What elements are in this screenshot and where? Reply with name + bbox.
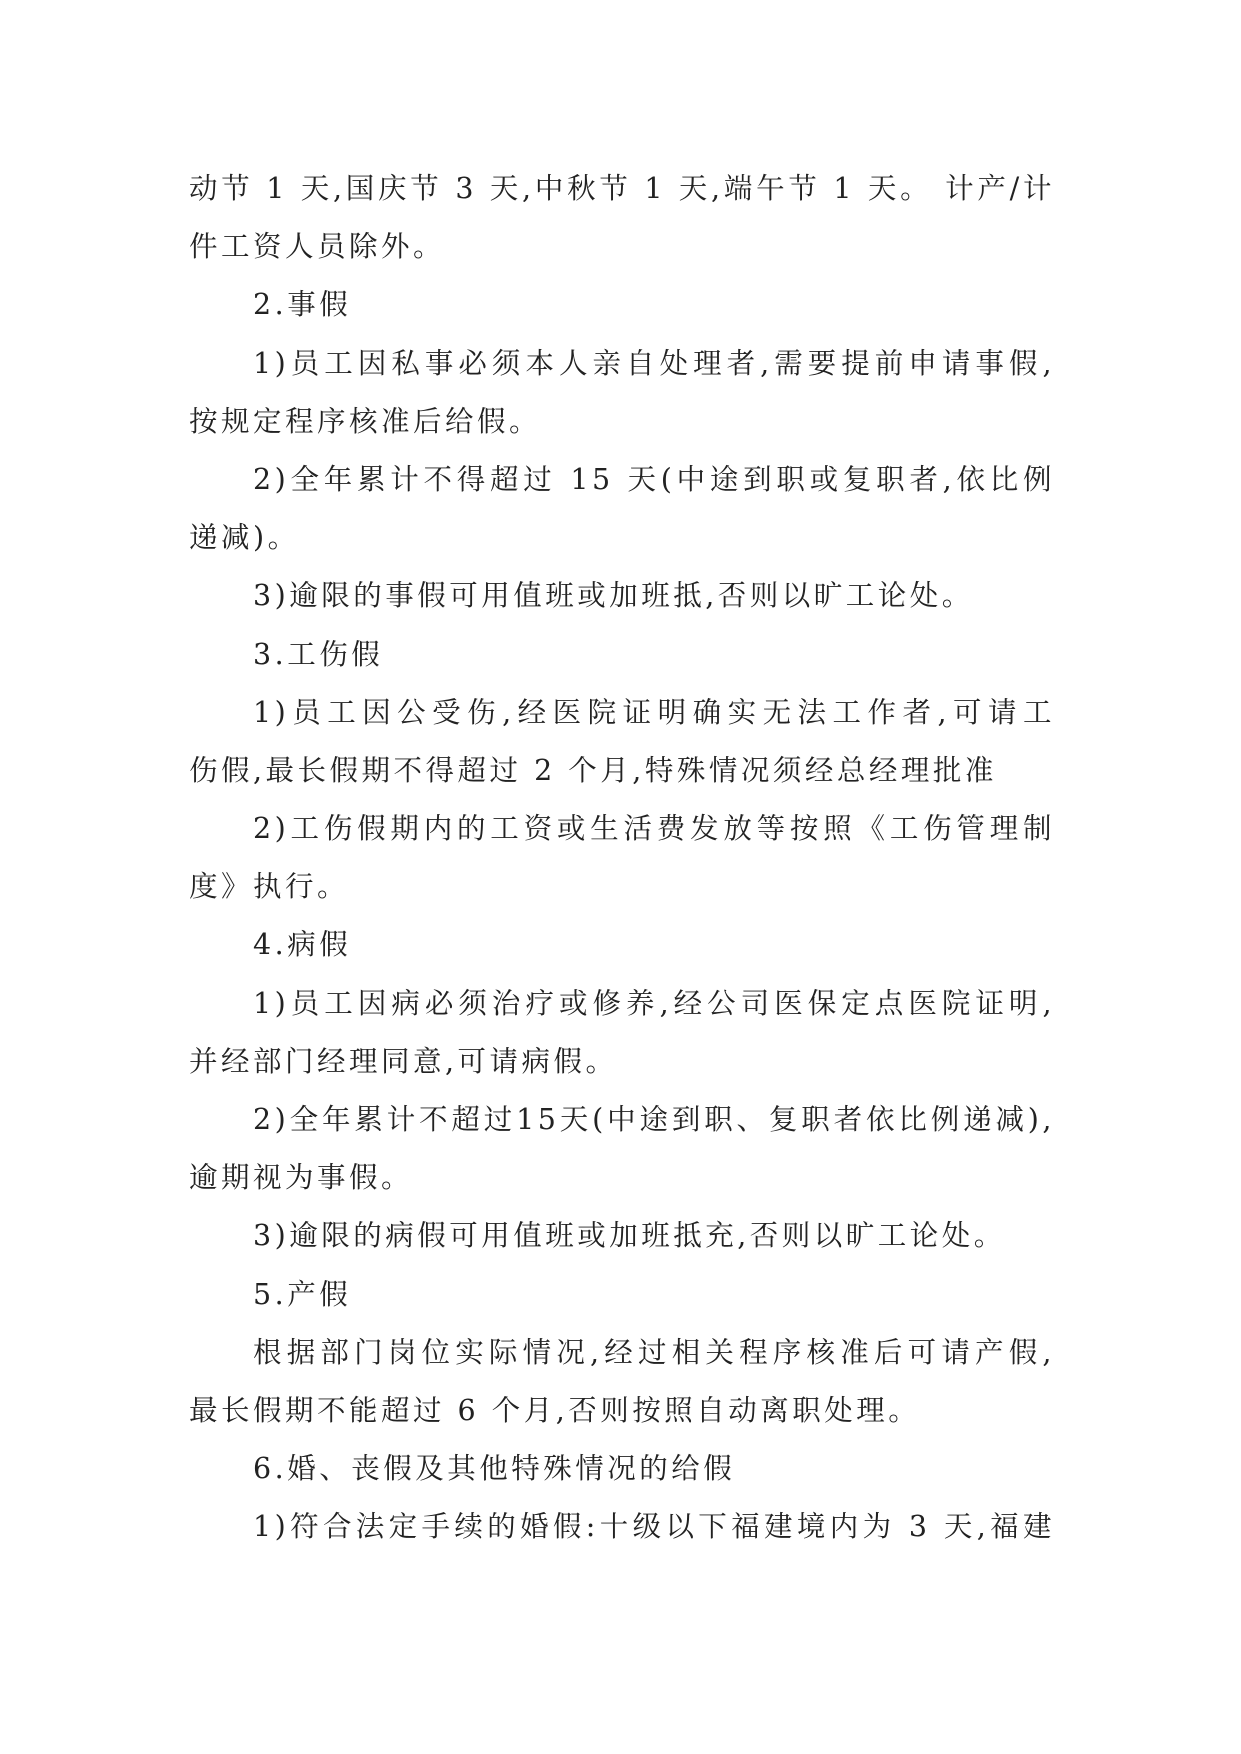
document-line: 件工资人员除外。 [189, 230, 446, 264]
document-line: 3)逾限的事假可用值班或加班抵,否则以旷工论处。 [253, 579, 974, 613]
document-line: 按规定程序核准后给假。 [189, 404, 542, 438]
document-line: 最长假期不能超过 6 个月,否则按照自动离职处理。 [189, 1393, 921, 1427]
document-line: 1)符合法定手续的婚假:十级以下福建境内为 3 天,福建 [253, 1510, 1055, 1544]
document-body [189, 160, 1055, 1557]
document-line: 2)全年累计不超过15天(中途到职、复职者依比例递减), [253, 1103, 1055, 1136]
document-line: 根据部门岗位实际情况,经过相关程序核准后可请产假, [253, 1335, 1055, 1369]
document-line: 1)员工因病必须治疗或修养,经公司医保定点医院证明, [253, 986, 1055, 1020]
document-line: 并经部门经理同意,可请病假。 [189, 1044, 618, 1078]
document-line: 伤假,最长假期不得超过 2 个月,特殊情况须经总经理批准 [189, 753, 997, 787]
document-line: 1)员工因公受伤,经医院证明确实无法工作者,可请工 [253, 695, 1055, 729]
document-line: 2.事假 [253, 288, 352, 322]
document-line: 5.产假 [253, 1277, 352, 1311]
document-line: 2)全年累计不得超过 15 天(中途到职或复职者,依比例 [253, 462, 1055, 496]
document-line: 逾期视为事假。 [189, 1161, 414, 1195]
document-line: 4.病假 [253, 928, 352, 962]
document-line: 3.工伤假 [253, 637, 384, 671]
document-line: 6.婚、丧假及其他特殊情况的给假 [253, 1452, 736, 1486]
document-line: 1)员工因私事必须本人亲自处理者,需要提前申请事假, [253, 346, 1055, 380]
document-line: 3)逾限的病假可用值班或加班抵充,否则以旷工论处。 [253, 1219, 1006, 1253]
document-line: 2)工伤假期内的工资或生活费发放等按照《工伤管理制 [253, 812, 1055, 846]
document-line: 动节 1 天,国庆节 3 天,中秋节 1 天,端午节 1 天。 计产/计 [189, 172, 1055, 205]
document-line: 度》执行。 [189, 870, 350, 904]
document-line: 递减)。 [189, 521, 300, 555]
